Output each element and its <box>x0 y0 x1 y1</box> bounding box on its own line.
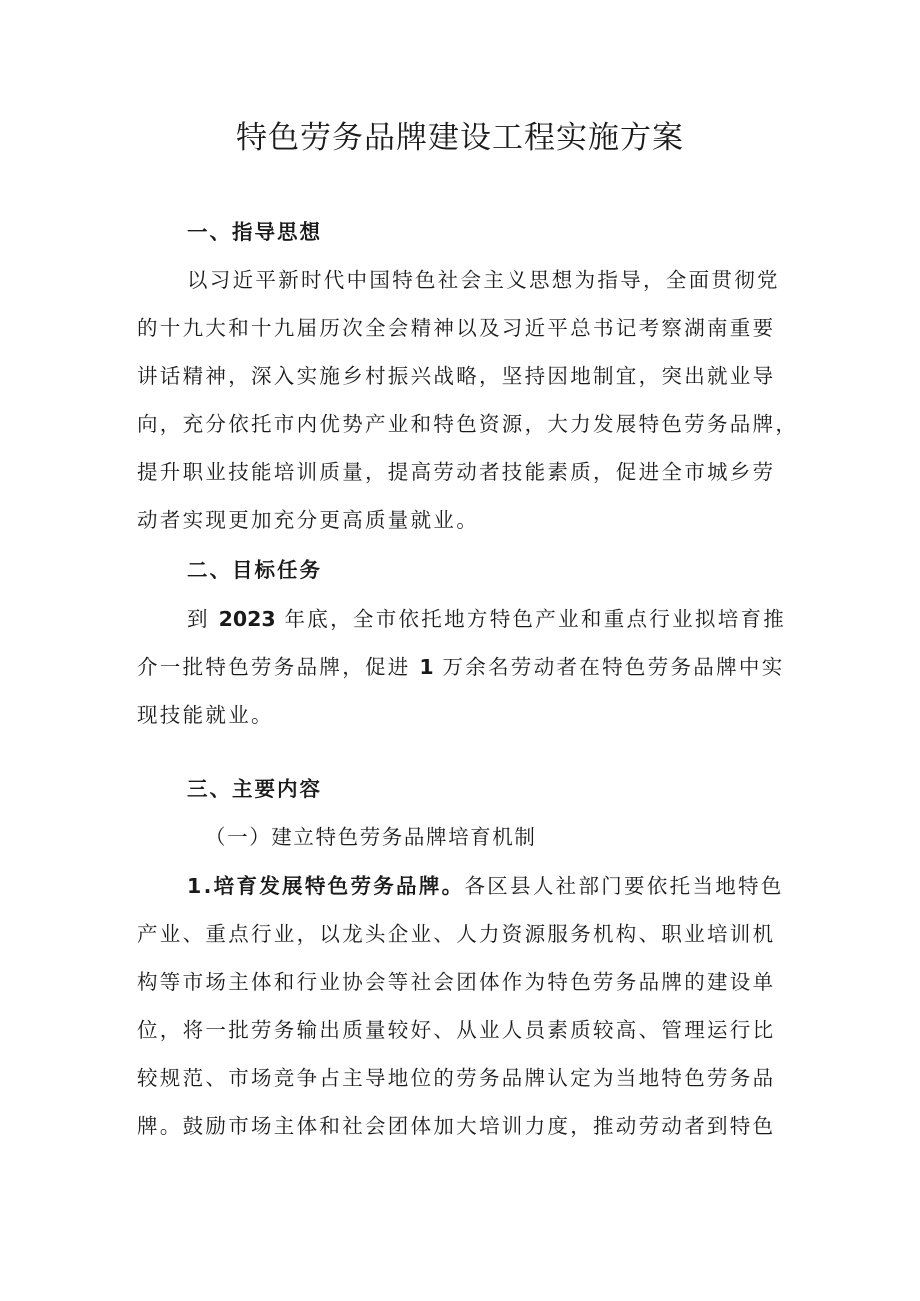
section2-text: 万余名劳动者在特色劳务品牌中实 <box>433 655 785 679</box>
section2-heading: 二、目标任务 <box>187 558 322 582</box>
section3-line: 产业、重点行业，以龙头企业、人力资源服务机构、职业培训机 <box>137 922 776 946</box>
worker-count-number: 1 <box>419 655 434 679</box>
section1-line: 以习近平新时代中国特色社会主义思想为指导，全面贯彻党 <box>187 268 780 292</box>
section2-line <box>187 604 847 634</box>
section2-text: 到 <box>187 607 219 631</box>
section3-line: 位，将一批劳务输出质量较好、从业人员素质较高、管理运行比 <box>137 1018 776 1042</box>
section1-line: 讲话精神，深入实施乡村振兴战略，坚持因地制宜，突出就业导 <box>137 364 776 388</box>
section3-heading: 三、主要内容 <box>187 777 322 801</box>
item1-bold-heading: 1.培育发展特色劳务品牌。 <box>187 874 465 898</box>
item1-text: 各区县人社部门要依托当地特色 <box>464 874 784 898</box>
section2-text: 介一批特色劳务品牌，促进 <box>137 655 420 679</box>
section1-heading: 一、指导思想 <box>187 220 322 244</box>
section3-subheading: （一）建立特色劳务品牌培育机制 <box>205 825 537 849</box>
section1-line: 的十九大和十九届历次全会精神以及习近平总书记考察湖南重要 <box>137 316 776 340</box>
section2-line: 现技能就业。 <box>137 703 274 727</box>
section2-text: 年底，全市依托地方特色产业和重点行业拟培育推 <box>275 607 787 631</box>
year-number: 2023 <box>218 607 276 631</box>
section3-line: 牌。鼓励市场主体和社会团体加大培训力度，推动劳动者到特色 <box>137 1114 776 1138</box>
section2-line <box>137 652 797 682</box>
section1-line: 提升职业技能培训质量，提高劳动者技能素质，促进全市城乡劳 <box>137 460 776 484</box>
section1-line: 向，充分依托市内优势产业和特色资源，大力发展特色劳务品牌， <box>137 412 799 436</box>
section1-line: 动者实现更加充分更高质量就业。 <box>137 508 479 532</box>
section3-line: 构等市场主体和行业协会等社会团体作为特色劳务品牌的建设单 <box>137 970 776 994</box>
section3-item1-line <box>187 871 847 901</box>
document-title: 特色劳务品牌建设工程实施方案 <box>236 120 684 156</box>
section3-line: 较规范、市场竞争占主导地位的劳务品牌认定为当地特色劳务品 <box>137 1066 776 1090</box>
